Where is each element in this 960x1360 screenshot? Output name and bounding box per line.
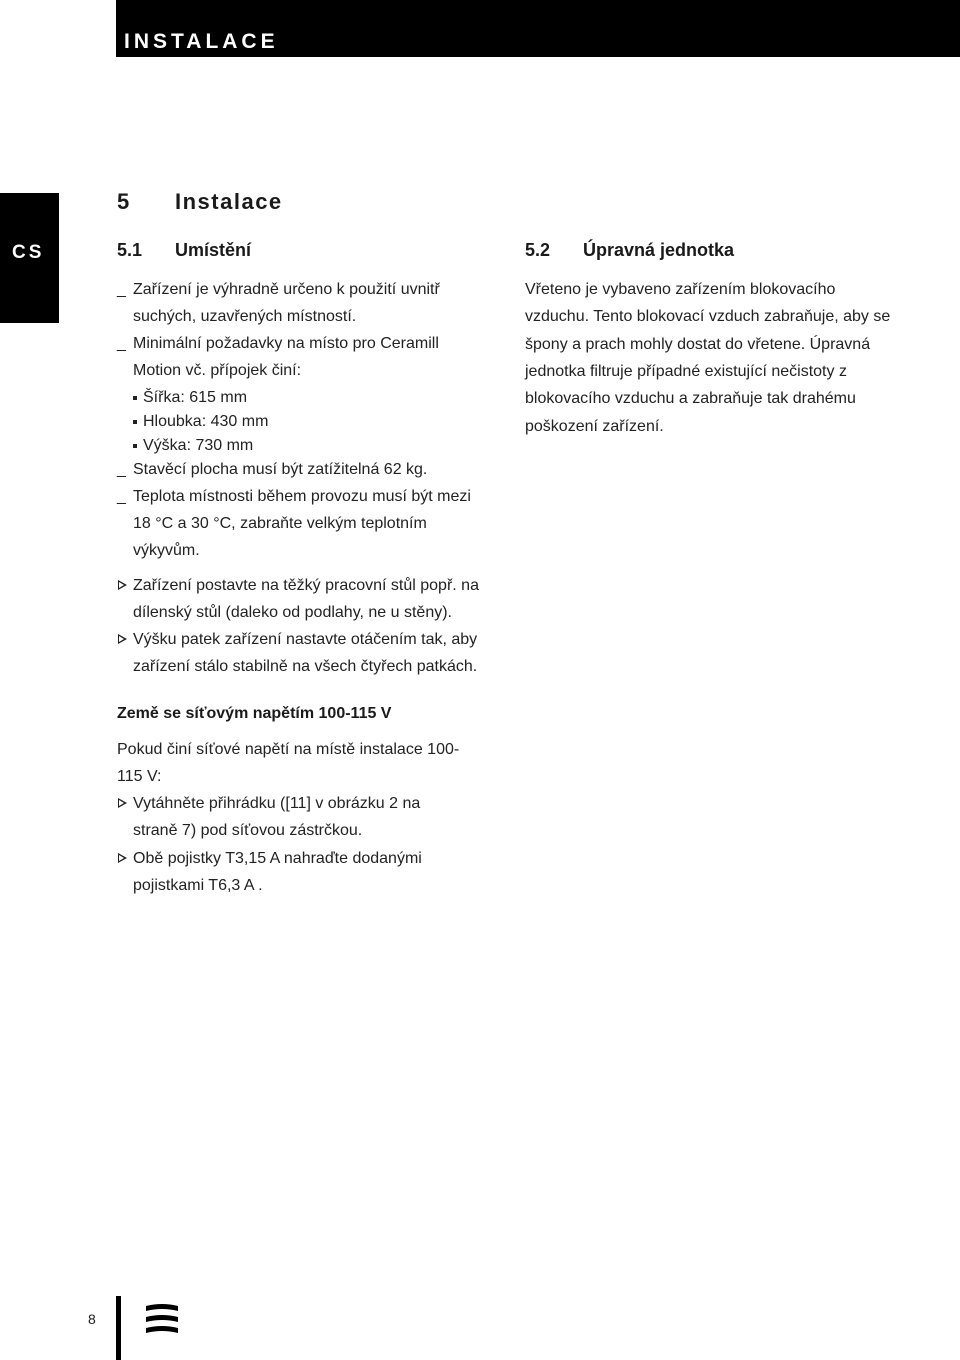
list-item-text: Teplota místnosti během provozu musí být mezi [133,488,471,505]
step-continuation: straně 7) pod síťovou zástrčkou. [133,822,363,839]
triangle-bullet-icon [118,798,127,808]
chapter-title [117,188,283,216]
language-label: CS [12,242,45,263]
section-5-1-heading [117,238,251,262]
header-bar [116,0,960,57]
step-continuation: pojistkami T6,3 A . [133,877,263,894]
voltage-heading: Země se síťovým napětím 100-115 V [117,705,392,722]
step-item [117,790,420,817]
section-5-2-number: 5.2 [525,240,551,260]
step-item [117,626,477,653]
list-item-text: Stavěcí plocha musí být zatížitelná 62 kg. [133,461,428,478]
square-bullet-icon [133,420,137,424]
section-5-2-heading [525,238,734,262]
sub-list-item-text: Šířka: 615 mm [143,389,248,406]
header-title: INSTALACE [124,30,279,53]
paragraph-line: jednotka filtruje případné existující nečistoty z [525,363,847,380]
list-item-text: Zařízení je výhradně určeno k použití uvnitř [133,281,440,298]
paragraph-line: špony a prach mohly dostat do vřetene. Úpravná [525,336,871,353]
square-bullet-icon [133,444,137,448]
list-item [117,483,471,510]
sub-list-item [133,432,253,459]
dash-marker: _ [117,281,126,298]
chapter-title-text: Instalace [175,189,283,214]
list-item [117,276,440,303]
triangle-bullet-icon [118,853,127,863]
sub-list-item [133,408,268,435]
square-bullet-icon [133,396,137,400]
step-item [117,845,422,872]
step-text: Obě pojistky T3,15 A nahraďte dodanými [133,850,422,867]
paragraph-line: Pokud činí síťové napětí na místě instalace 100- [117,741,460,758]
paragraph-line: blokovacího vzduchu a zabraňuje tak drahému [525,390,856,407]
triangle-bullet-icon [118,580,127,590]
dash-marker: _ [117,461,126,478]
chapter-number: 5 [117,189,131,214]
list-item-text: Minimální požadavky na místo pro Ceramill [133,335,439,352]
brand-logo-icon [144,1302,180,1338]
step-text: Vytáhněte přihrádku ([11] v obrázku 2 na [133,795,421,812]
triangle-bullet-icon [118,634,127,644]
dash-marker: _ [117,488,126,505]
language-tab [0,193,59,323]
paragraph-line: 115 V: [117,768,162,785]
step-text: Zařízení postavte na těžký pracovní stůl popř. na [133,577,479,594]
list-item-continuation: suchých, uzavřených místností. [133,308,357,325]
step-continuation: dílenský stůl (daleko od podlahy, ne u stěny). [133,604,452,621]
section-5-2-title: Úpravná jednotka [583,240,735,260]
step-text: Výšku patek zařízení nastavte otáčením tak, aby [133,631,478,648]
dash-marker: _ [117,335,126,352]
step-item [117,572,479,599]
sub-list-item-text: Hloubka: 430 mm [143,413,269,430]
list-item [117,456,427,483]
sub-list-item [133,384,247,411]
footer-rule [116,1296,121,1360]
paragraph-line: poškození zařízení. [525,418,664,435]
step-continuation: zařízení stálo stabilně na všech čtyřech patkách. [133,658,478,675]
sub-list-item-text: Výška: 730 mm [143,437,254,454]
list-item [117,330,439,357]
list-item-continuation: výkyvům. [133,542,200,559]
section-5-1-title: Umístění [175,240,252,260]
section-5-1-number: 5.1 [117,240,143,260]
paragraph-line: vzduchu. Tento blokovací vzduch zabraňuje, aby se [525,308,891,325]
paragraph-line: Vřeteno je vybaveno zařízením blokovacího [525,281,836,298]
page-number: 8 [88,1311,96,1327]
list-item-continuation: 18 °C a 30 °C, zabraňte velkým teplotním [133,515,427,532]
list-item-continuation: Motion vč. přípojek činí: [133,362,302,379]
